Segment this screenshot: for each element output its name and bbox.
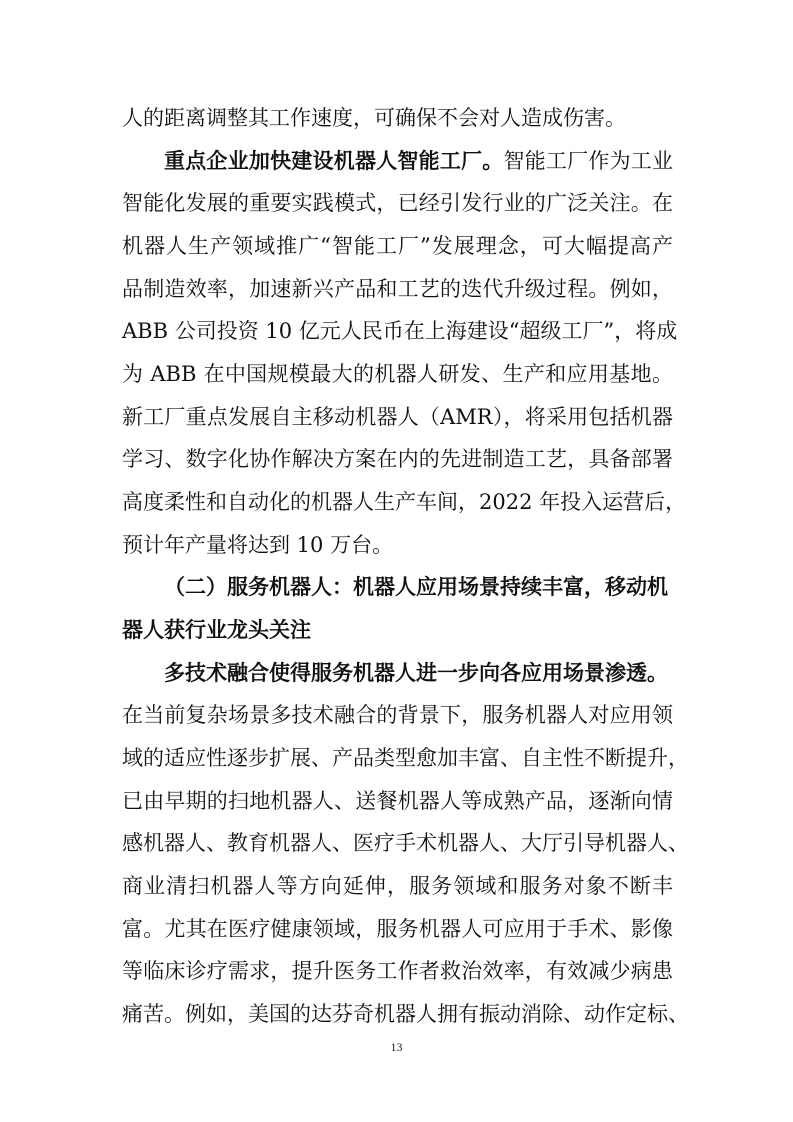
section-heading: （二）服务机器人：机器人应用场景持续丰富，移动机 xyxy=(164,574,668,599)
paragraph-text: 智能工厂作为工业 xyxy=(503,149,674,173)
paragraph-line: 人的距离调整其工作速度，可确保不会对人造成伤害。 xyxy=(122,106,626,130)
paragraph-line: 智能化发展的重要实践模式，已经引发行业的广泛关注。在 xyxy=(122,191,673,215)
paragraph-line: 感机器人、教育机器人、医疗手术机器人、大厅引导机器人、 xyxy=(122,831,689,855)
paragraph-line: 在当前复杂场景多技术融合的背景下，服务机器人对应用领 xyxy=(122,703,673,727)
paragraph-line: 为 ABB 在中国规模最大的机器人研发、生产和应用基地。 xyxy=(122,362,673,386)
bold-lead-text: 多技术融合使得服务机器人进一步向各应用场景渗透。 xyxy=(164,660,668,685)
paragraph-line: 品制造效率，加速新兴产品和工艺的迭代升级过程。例如， xyxy=(122,277,673,301)
bold-lead-text: 重点企业加快建设机器人智能工厂。 xyxy=(164,148,504,173)
paragraph-line: 高度柔性和自动化的机器人生产车间，2022 年投入运营后， xyxy=(122,490,687,514)
section-heading-continued: 器人获行业龙头关注 xyxy=(122,617,311,642)
paragraph-line: 机器人生产领域推广“智能工厂”发展理念，可大幅提高产 xyxy=(122,234,673,258)
paragraph-line: 域的适应性逐步扩展、产品类型愈加丰富、自主性不断提升， xyxy=(122,746,689,770)
paragraph-line: 学习、数字化协作解决方案在内的先进制造工艺，具备部署 xyxy=(122,447,673,471)
paragraph-line: ABB 公司投资 10 亿元人民币在上海建设“超级工厂”，将成 xyxy=(122,319,678,343)
paragraph-line: 富。尤其在医疗健康领域，服务机器人可应用于手术、影像 xyxy=(122,917,673,941)
paragraph-line xyxy=(164,146,673,176)
paragraph-line: 商业清扫机器人等方向延伸，服务领域和服务对象不断丰 xyxy=(122,874,673,898)
paragraph-line: 已由早期的扫地机器人、送餐机器人等成熟产品，逐渐向情 xyxy=(122,789,673,813)
paragraph-line: 等临床诊疗需求，提升医务工作者救治效率，有效减少病患 xyxy=(122,959,673,983)
paragraph-line: 预计年产量将达到 10 万台。 xyxy=(122,533,394,557)
paragraph-line: 痛苦。例如，美国的达芬奇机器人拥有振动消除、动作定标、 xyxy=(122,1002,689,1026)
page-number: 13 xyxy=(390,1040,403,1054)
paragraph-line xyxy=(164,658,673,688)
paragraph-line: 新工厂重点发展自主移动机器人（AMR），将采用包括机器 xyxy=(122,405,673,429)
